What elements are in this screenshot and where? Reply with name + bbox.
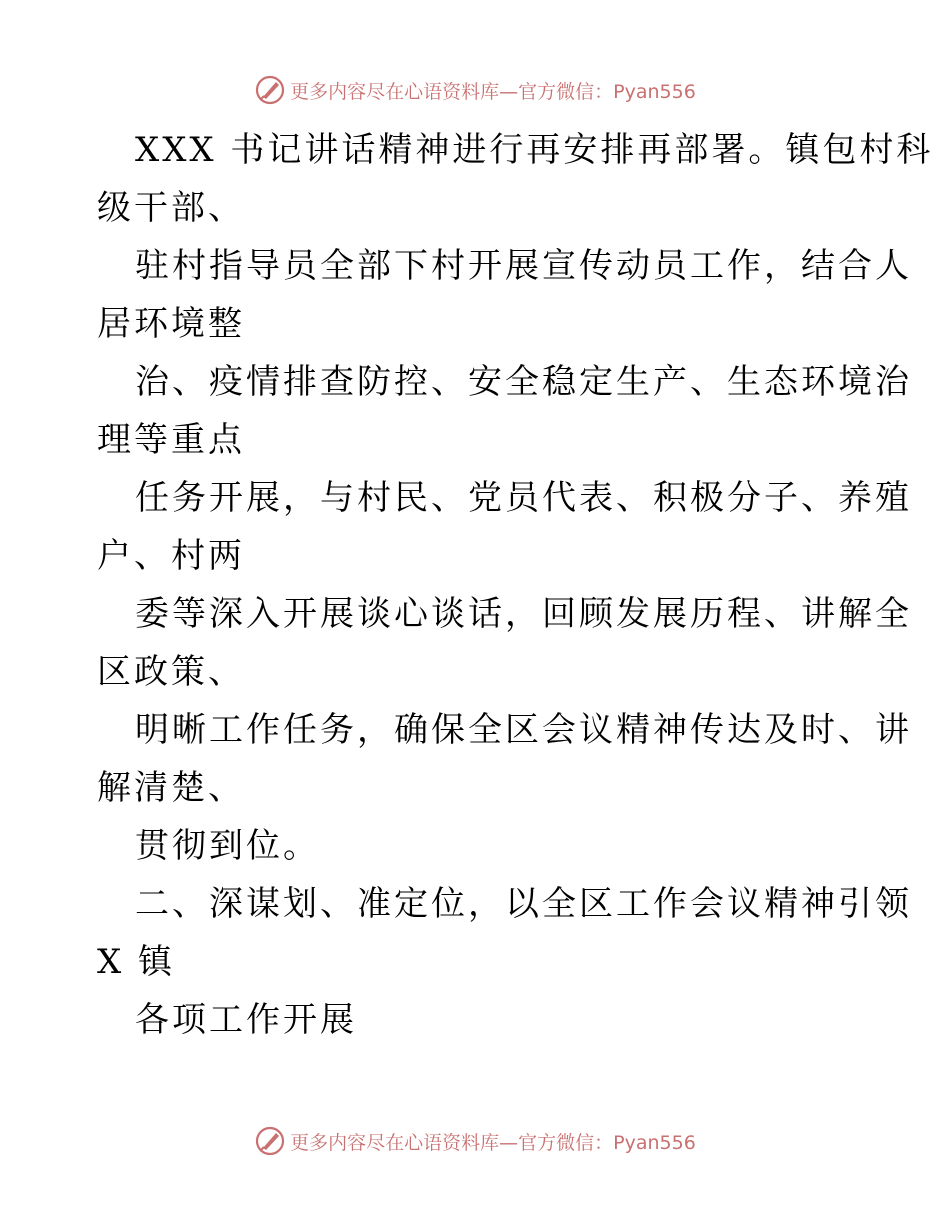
header-watermark (0, 70, 950, 110)
text-line: 解清楚、 (97, 768, 245, 808)
text-line: 理等重点 (97, 420, 245, 460)
text-line: 贯彻到位。 (135, 826, 320, 866)
text-line: 各项工作开展 (135, 1000, 357, 1040)
quill-logo-icon (254, 1125, 286, 1157)
text-line: 任务开展，与村民、党员代表、积极分子、养殖 (135, 478, 912, 518)
document-body (97, 121, 934, 1049)
text-line: 驻村指导员全部下村开展宣传动员工作，结合人 (135, 246, 912, 286)
quill-logo-icon (254, 74, 286, 106)
text-line: X 镇 (97, 942, 176, 982)
text-line: 明晰工作任务，确保全区会议精神传达及时、讲 (135, 710, 912, 750)
text-line: 级干部、 (97, 188, 245, 228)
text-line: 区政策、 (97, 652, 245, 692)
text-line: 二、深谋划、准定位，以全区工作会议精神引领 (135, 884, 912, 924)
text-line: 委等深入开展谈心谈话，回顾发展历程、讲解全 (135, 594, 912, 634)
watermark-text: 更多内容尽在心语资料库—官方微信：Pyan556 (290, 80, 696, 103)
text-line: XXX 书记讲话精神进行再安排再部署。镇包村科 (135, 130, 934, 170)
text-line: 户、村两 (97, 536, 245, 576)
text-line: 治、疫情排查防控、安全稳定生产、生态环境治 (135, 362, 912, 402)
footer-watermark (0, 1121, 950, 1161)
watermark-text: 更多内容尽在心语资料库—官方微信：Pyan556 (290, 1131, 696, 1154)
text-line: 居环境整 (97, 304, 245, 344)
